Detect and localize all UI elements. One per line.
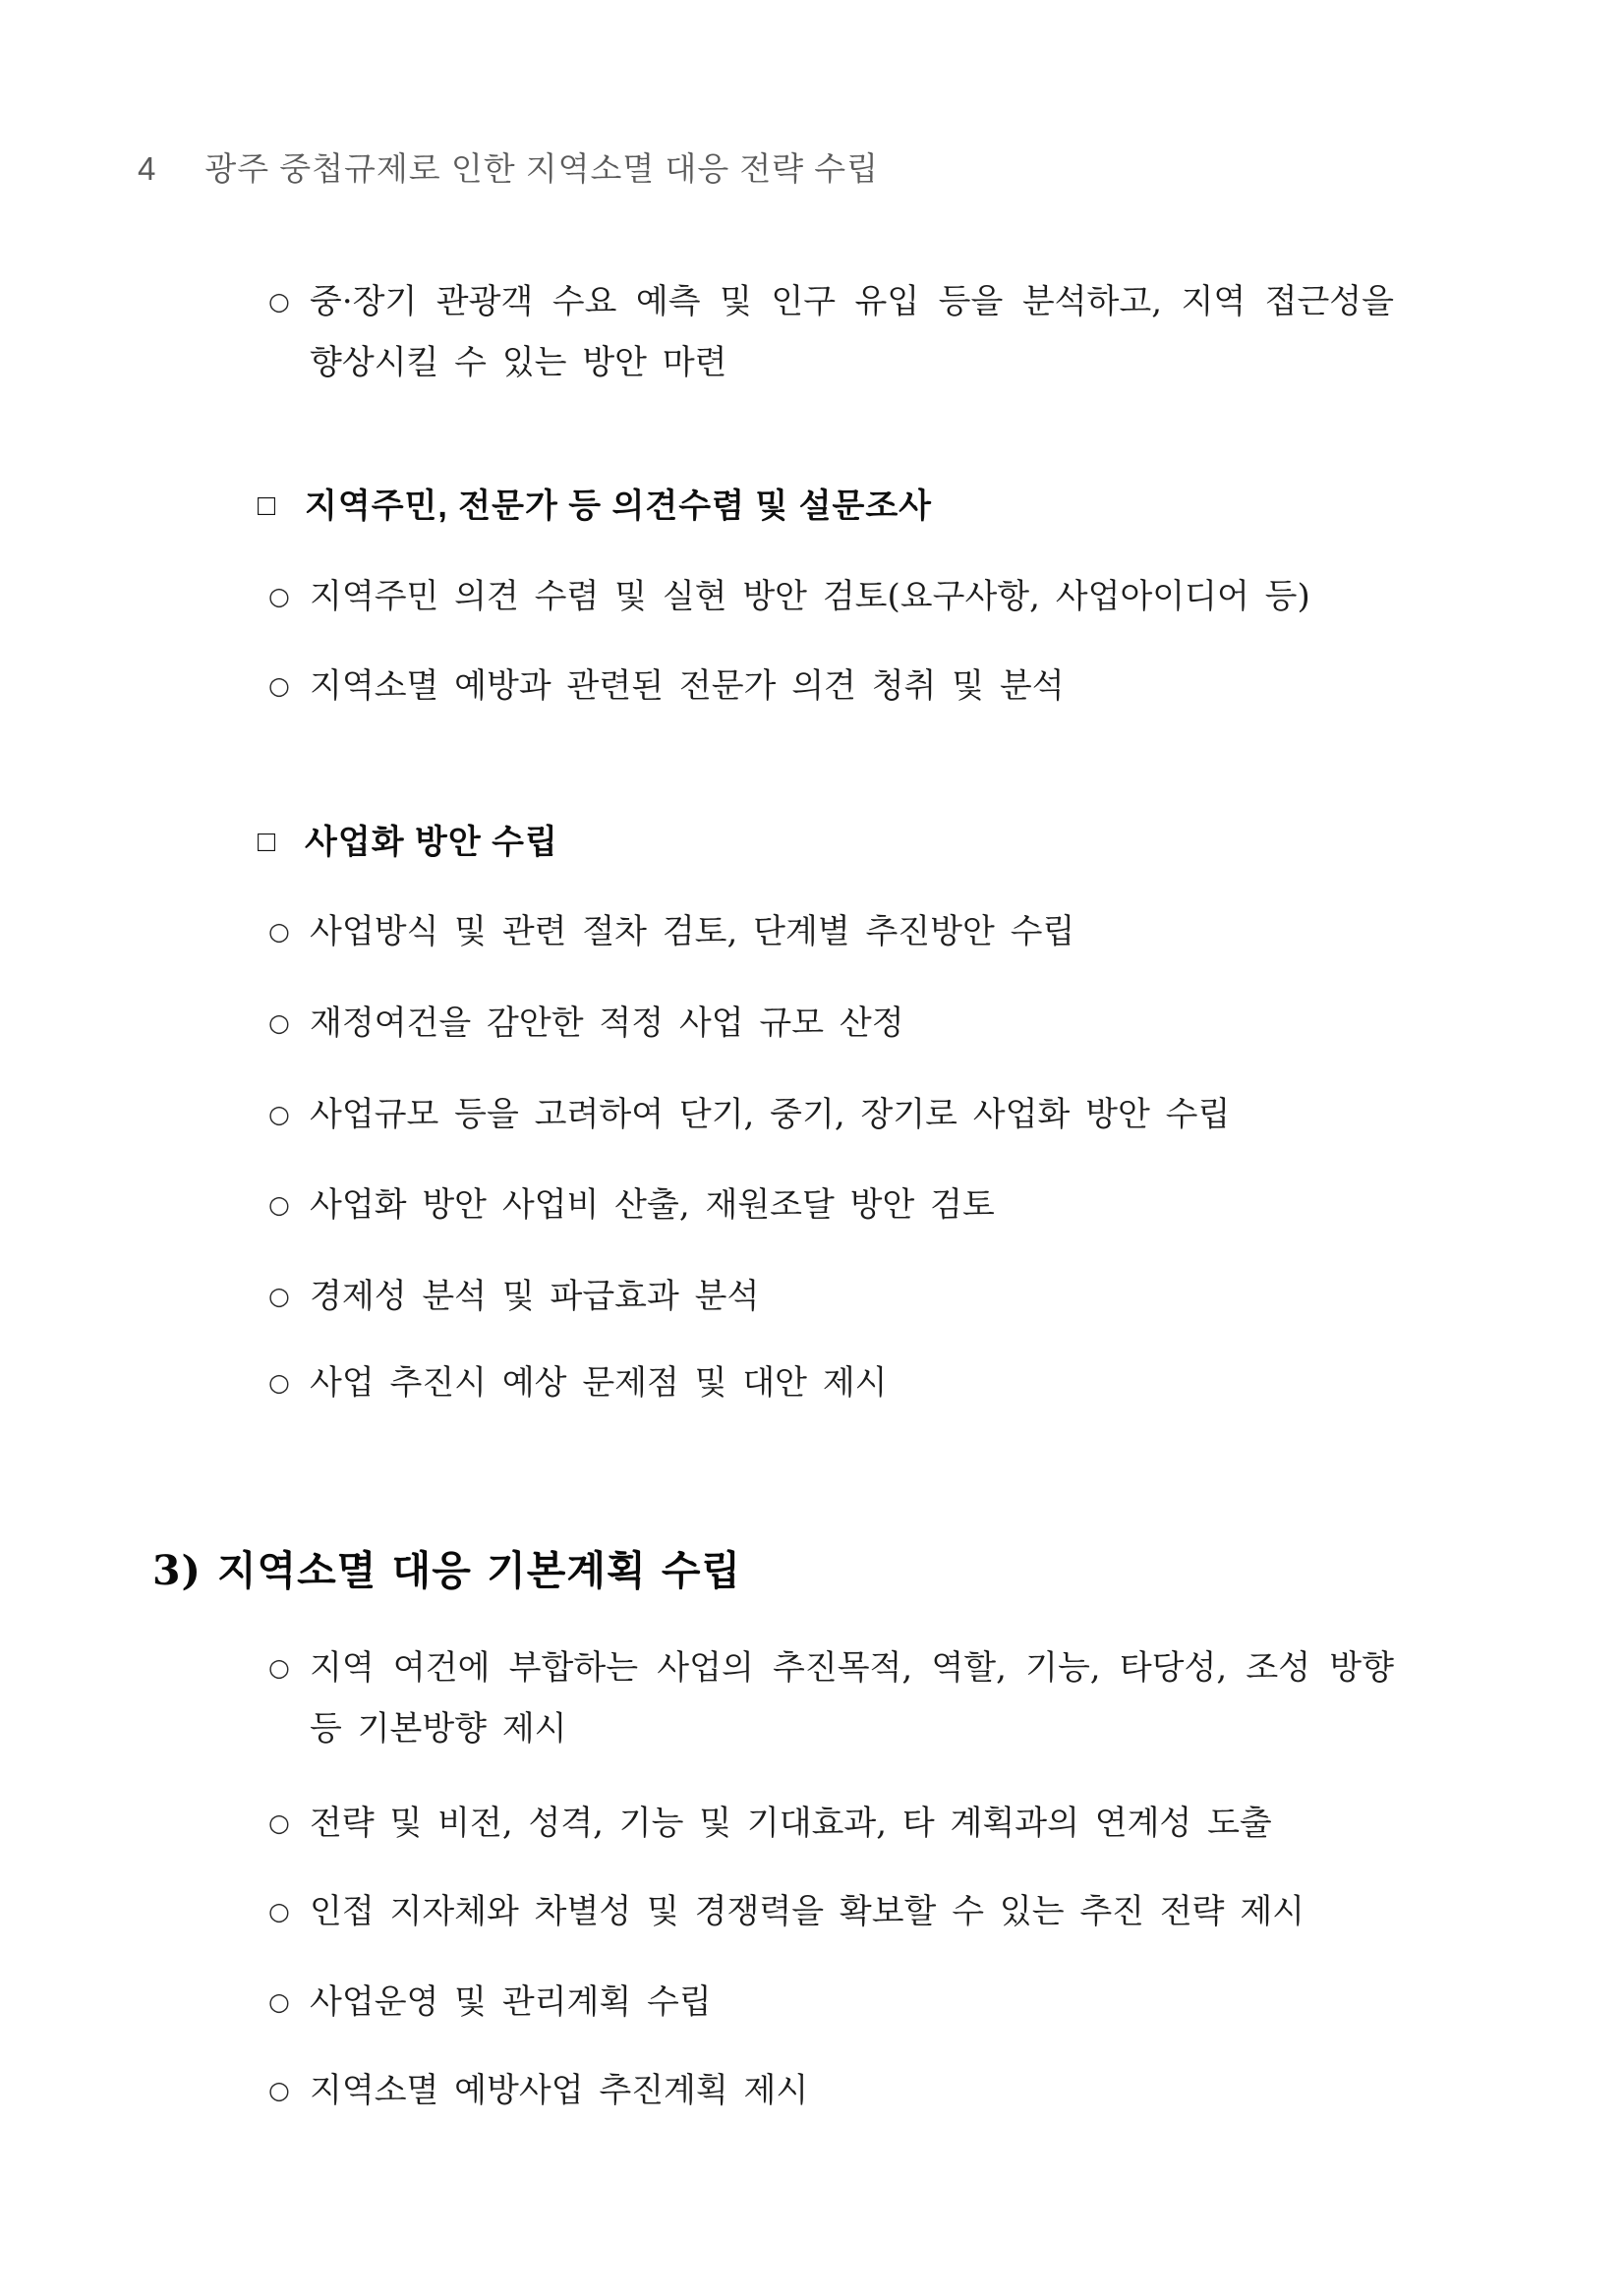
bullet-item [268,1266,1394,1327]
bullet-text: 재정여건을 감안한 적정 사업 규모 산정 [310,1004,904,1043]
bullet-item [268,566,1394,627]
bullet-text: 사업운영 및 관리계획 수립 [310,1982,712,2022]
section-heading-business [258,812,1467,873]
bullet-item [268,1793,1394,1854]
bullet-item [268,271,1394,393]
bullet-text: 사업규모 등을 고려하여 단기, 중기, 장기로 사업화 방안 수립 [310,1095,1231,1134]
numbered-section-heading [152,1536,1467,1605]
bullet-text: 사업방식 및 관련 절차 검토, 단계별 추진방안 수립 [310,912,1075,951]
bullet-item [268,1352,1394,1413]
bullet-text: 인접 지자체와 차별성 및 경쟁력을 확보할 수 있는 추진 전략 제시 [310,1892,1305,1931]
page-number: 4 [138,150,156,187]
square-bullet-icon: □ [258,489,277,522]
bullet-text: 사업 추진시 예상 문제점 및 대안 제시 [310,1363,888,1403]
bullet-item [268,656,1394,717]
circle-bullet-icon: ○ [268,1282,290,1310]
circle-bullet-icon: ○ [268,1100,290,1128]
circle-bullet-icon: ○ [268,1808,290,1837]
section-heading-text: 사업화 방안 수립 [305,824,558,861]
bullet-item [268,1637,1394,1759]
bullet-item [268,2060,1394,2121]
section-heading-text: 지역소멸 대응 기본계획 수립 [216,1547,742,1594]
bullet-text: 전략 및 비전, 성격, 기능 및 기대효과, 타 계획과의 연계성 도출 [310,1804,1272,1843]
bullet-text: 경제성 분석 및 파급효과 분석 [310,1277,760,1316]
circle-bullet-icon: ○ [268,1190,290,1219]
section-heading-text: 지역주민, 전문가 등 의견수렴 및 설문조사 [305,488,933,525]
section-number: 3) [152,1547,202,1594]
circle-bullet-icon: ○ [268,1368,290,1397]
bullet-text: 중·장기 관광객 수요 예측 및 인구 유입 등을 분석하고, 지역 접근성을 향상시킬 수 있는 방안 마련 [310,282,1394,382]
bullet-text: 지역 여건에 부합하는 사업의 추진목적, 역할, 기능, 타당성, 조성 방향 등 기본방향 제시 [310,1648,1394,1749]
bullet-item [268,901,1394,962]
circle-bullet-icon: ○ [268,1653,290,1682]
circle-bullet-icon: ○ [268,1897,290,1925]
circle-bullet-icon: ○ [268,2076,290,2104]
bullet-item [268,1175,1394,1235]
circle-bullet-icon: ○ [268,287,290,316]
bullet-text: 지역소멸 예방과 관련된 전문가 의견 청취 및 분석 [310,666,1065,706]
circle-bullet-icon: ○ [268,917,290,946]
circle-bullet-icon: ○ [268,671,290,700]
bullet-item [268,993,1394,1054]
square-bullet-icon: □ [258,826,277,858]
bullet-text: 사업화 방안 사업비 산출, 재원조달 방안 검토 [310,1185,995,1225]
circle-bullet-icon: ○ [268,1987,290,2016]
bullet-item [268,1084,1394,1145]
bullet-text: 지역소멸 예방사업 추진계획 제시 [310,2071,809,2110]
bullet-item [268,1972,1394,2033]
section-heading-opinion [258,476,1467,537]
bullet-text: 지역주민 의견 수렴 및 실현 방안 검토(요구사항, 사업아이디어 등) [310,577,1310,616]
running-title: 광주 중첩규제로 인한 지역소멸 대응 전략 수립 [204,150,880,187]
circle-bullet-icon: ○ [268,1008,290,1037]
circle-bullet-icon: ○ [268,582,290,610]
bullet-item [268,1881,1394,1942]
page-header [138,149,1506,189]
